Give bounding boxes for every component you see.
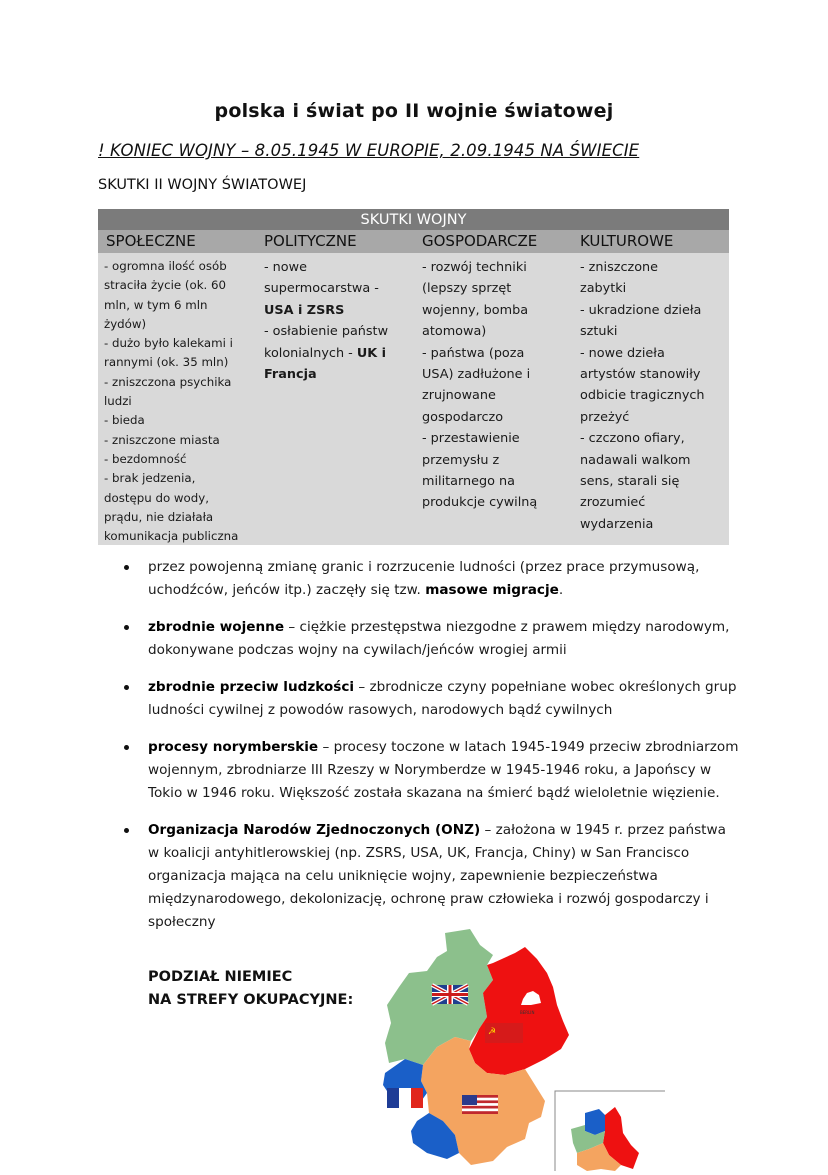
germany-occupation-zones-map	[375, 925, 665, 1175]
cell-line: - ogromna ilość osób	[104, 259, 227, 273]
cell-line: - nowe dzieła	[580, 345, 665, 361]
bullet-icon	[124, 625, 129, 630]
cell-line: atomowa)	[422, 324, 487, 340]
notes-list	[120, 556, 740, 948]
cell-line: - bieda	[104, 413, 145, 428]
cell-line: - brak jedzenia,	[104, 471, 196, 486]
cell-line	[264, 343, 414, 364]
colonial-powers-bold: UK i	[356, 345, 386, 361]
cell-line: - przestawienie	[422, 431, 520, 447]
cell-line: wydarzenia	[580, 516, 654, 532]
heading-line: PODZIAŁ NIEMIEC	[148, 969, 293, 985]
item-text: – zbrodnicze czyny popełniane wobec określonych grup ludności cywilnej z powodów rasowych, narodowych bądź cywilnych	[148, 679, 737, 718]
us-flag-icon	[462, 1095, 498, 1114]
item-text: – procesy toczone w latach 1945-1949 przeciw zbrodniarzom wojennym, zbrodniarze III Rzeszy w Norymberdze w 1945-1946 roku, a Japońscy w Tokio w 1946 roku. Większość została skazana na śmierć bądź wieloletnie więzienie.	[148, 739, 739, 801]
cell-line: - bezdomność	[104, 451, 187, 466]
french-flag-icon	[387, 1088, 423, 1108]
cell-spoleczne	[98, 253, 256, 545]
cell-line: - nowe	[264, 260, 307, 275]
cell-line: sens, starali się	[580, 474, 680, 490]
cell-line: sztuki	[580, 324, 618, 340]
uk-flag-icon	[432, 985, 468, 1004]
cell-line: militarnego na	[422, 474, 515, 490]
cell-line: USA) zadłużone i	[422, 367, 531, 383]
cell-line: - czczono ofiary,	[580, 431, 685, 447]
cell-line: supermocarstwa -	[264, 281, 379, 297]
column-header-kulturowe: KULTUROWE	[580, 232, 674, 250]
cell-line: straciła życie (ok. 60	[104, 278, 227, 293]
heading-line: NA STREFY OKUPACYJNE:	[148, 992, 354, 1008]
section-heading: SKUTKI II WOJNY ŚWIATOWEJ	[98, 177, 307, 193]
bullet-icon	[124, 685, 129, 690]
cell-line: artystów stanowiły	[580, 367, 701, 383]
cell-line: odbicie tragicznych	[580, 388, 705, 404]
cell-line: mln, w tym 6 mln	[104, 297, 208, 312]
list-item-migrations	[120, 556, 740, 602]
table-body	[98, 253, 729, 545]
war-effects-table	[98, 209, 729, 545]
item-term: procesy norymberskie	[148, 739, 319, 755]
cell-kulturowe	[572, 253, 729, 545]
cell-line: gospodarczo	[422, 409, 504, 425]
soviet-flag-icon	[485, 1023, 523, 1043]
table-header: SKUTKI WOJNY	[98, 209, 729, 230]
cell-line	[264, 364, 414, 385]
cell-polityczne	[256, 253, 414, 545]
bullet-icon	[124, 745, 129, 750]
cell-line: przemysłu z	[422, 452, 500, 468]
cell-line: zabytki	[580, 281, 627, 297]
cell-line: - zniszczone miasta	[104, 432, 220, 447]
cell-line: - rozwój techniki	[422, 260, 527, 275]
bullet-icon	[124, 828, 129, 833]
cell-line: - osłabienie państw	[264, 324, 389, 340]
cell-text: kolonialnych -	[264, 345, 357, 361]
colonial-powers-bold: Francja	[264, 367, 317, 383]
cell-line: - zniszczone	[580, 260, 659, 275]
list-item-crimes-against-humanity	[120, 676, 740, 722]
cell-line: prądu, nie działała	[104, 509, 214, 524]
cell-line: rannymi (ok. 35 mln)	[104, 355, 229, 370]
cell-line: (lepszy sprzęt	[422, 281, 512, 297]
list-item-nuremberg-trials	[120, 736, 740, 805]
cell-line: wojenny, bomba	[422, 302, 529, 318]
cell-line: produkcje cywilną	[422, 495, 538, 511]
cell-line: zrozumieć	[580, 495, 646, 511]
document-title: polska i świat po II wojnie światowej	[214, 100, 614, 122]
cell-line: nadawali walkom	[580, 452, 691, 468]
cell-line: przeżyć	[580, 409, 630, 425]
column-header-polityczne: POLITYCZNE	[264, 232, 357, 250]
cell-line	[264, 300, 414, 321]
bullet-icon	[124, 565, 129, 570]
cell-line: dostępu do wody,	[104, 490, 209, 505]
item-text: – ciężkie przestępstwa niezgodne z prawem między narodowym, dokonywane podczas wojny na cywilach/jeńców wrogiej armii	[148, 619, 730, 658]
item-term: Organizacja Narodów Zjednoczonych (ONZ)	[148, 822, 481, 838]
item-term: zbrodnie przeciw ludzkości	[148, 679, 355, 695]
cell-line: - państwa (poza	[422, 345, 525, 361]
cell-line: - ukradzione dzieła	[580, 302, 702, 318]
cell-gospodarcze	[414, 253, 572, 545]
cell-line: - zniszczona psychika	[104, 374, 232, 389]
cell-line: ludzi	[104, 394, 132, 409]
column-header-gospodarcze: GOSPODARCZE	[422, 232, 538, 250]
item-text: – założona w 1945 r. przez państwa w koalicji antyhitlerowskiej (np. ZSRS, USA, UK, Francja, Chiny) w San Francisco organizacja mająca na celu uniknięcie wojny, zapewnienie bezpieczeństwa międzynarodowego, dekolonizację, ochronę praw człowieka i rozwój gospodarczy i społeczny	[148, 822, 726, 930]
item-term: zbrodnie wojenne	[148, 619, 285, 635]
column-header-spoleczne: SPOŁECZNE	[106, 232, 196, 250]
item-text: przez powojenną zmianę granic i rozrzucenie ludności (przez prace przymusową, uchodźców, jeńców itp.) zaczęły się tzw.	[148, 559, 700, 598]
table-column-headers	[98, 230, 729, 253]
cell-line: - dużo było kalekami i	[104, 336, 233, 351]
berlin-sectors-inset	[571, 1107, 639, 1171]
svg-text:☭: ☭	[488, 1027, 497, 1037]
inset-french-sector	[585, 1109, 605, 1135]
cell-line: komunikacja publiczna	[104, 529, 239, 544]
list-item-war-crimes	[120, 616, 740, 662]
occupation-zones-heading	[148, 966, 353, 1012]
item-term: masowe migracje	[425, 582, 559, 598]
berlin-label: BERLIN	[520, 1010, 535, 1015]
cell-line: zrujnowane	[422, 388, 496, 404]
war-end-dates: ! KONIEC WOJNY – 8.05.1945 W EUROPIE, 2.09.1945 NA ŚWIECIE	[98, 141, 640, 160]
list-item-un	[120, 819, 740, 934]
cell-line: żydów)	[104, 316, 147, 331]
item-text: .	[558, 582, 564, 598]
superpowers-bold: USA i ZSRS	[264, 302, 345, 318]
